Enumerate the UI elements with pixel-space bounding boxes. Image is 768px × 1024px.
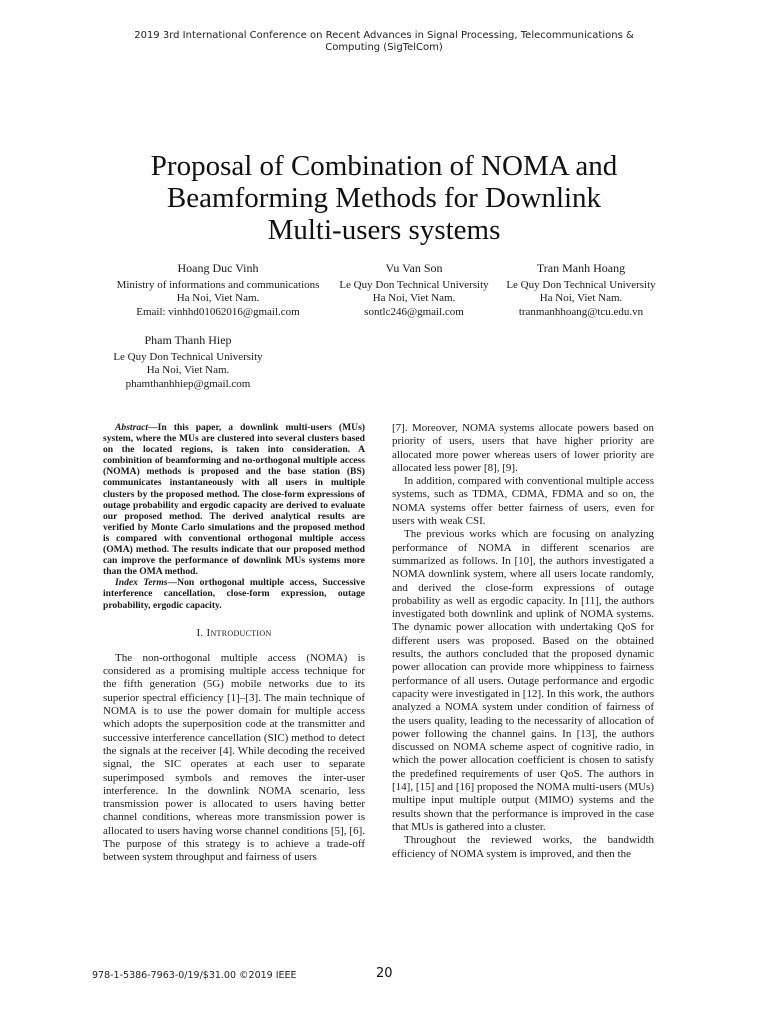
- abstract-text: —In this paper, a downlink multi-users (MUs) system, where the MUs are clustered into several clusters based on the located regions, is taken into consideration. A combinition of beamforming and no-orthogonal multiple access (NOMA) methods is proposed and the base station (BS) communicates instantaneously with all users in multiple clusters by the proposed method. The close-form expressions of outage probability and ergodic capacity are derived to evaluate our proposed method. The derived analytical results are verified by Monte Carlo simulations and the proposed method is compared with conventional orthogonal multiple access (OMA) method. The results indicate that our proposed method can improve the performance of downlink MUs systems more than the OMA method.: [103, 422, 365, 578]
- author-email: phamthanhhiep@gmail.com: [125, 377, 251, 390]
- footer-isbn: 978-1-5386-7963-0/19/$31.00 ©2019 IEEE: [92, 970, 297, 981]
- paper-title: [100, 150, 668, 246]
- title-line2: Beamforming Methods for Downlink: [166, 182, 602, 214]
- index-terms-label: Index Terms: [115, 577, 168, 589]
- author-block-4: [100, 334, 276, 391]
- author-email: Email: vinhhd01062016@gmail.com: [136, 305, 300, 318]
- author-location: Ha Noi, Viet Nam.: [176, 292, 260, 304]
- abstract-label: Abstract: [115, 422, 149, 433]
- section-heading-introduction: [103, 627, 365, 640]
- author-affiliation: Le Quy Don Technical University: [506, 278, 656, 291]
- author-name: Vu Van Son: [385, 261, 443, 275]
- right-column: [392, 422, 654, 861]
- index-terms: [103, 577, 365, 610]
- author-name: Pham Thanh Hiep: [144, 333, 232, 347]
- author-name: Tran Manh Hoang: [536, 261, 626, 275]
- conference-header-line2: Computing (SigTelCom): [325, 42, 443, 53]
- conference-header: [100, 30, 668, 54]
- author-location: Ha Noi, Viet Nam.: [539, 292, 623, 304]
- author-name: Hoang Duc Vinh: [177, 261, 259, 275]
- author-email: sontlc246@gmail.com: [364, 305, 464, 318]
- author-location: Ha Noi, Viet Nam.: [146, 364, 230, 376]
- title-line1: Proposal of Combination of NOMA and: [150, 150, 618, 182]
- body-paragraph: The previous works which are focusing on analyzing performance of NOMA in different scenarios are summarized as follows. In [10], the authors investigated a NOMA downlink system, where all users locate randomly, and derived the close-form expressions of outage probability as well as ergodic capacity. In [11], the authors investigated both downlink and uplink of NOMA systems. The dynamic power allocation with undertaking QoS for different users was proposed. Based on the obtained results, the authors concluded that the proposed dynamic power allocation can provide more whippiness to fairness performance of all users. Outage performance and ergodic capacity were investigated in [12]. In this work, the authors analyzed a NOMA system under condition of fairness of the users quality, leading to the necessarity of allocation of power following the channel gains. In [13], the authors discussed on NOMA scheme aspect of cognitive radio, in which the power allocation coefficient is chosen to satisfy the predefined requirements of user QoS. The authors in [14], [15] and [16] proposed the NOMA multi-users (MUs) multipe input multiple output (MIMO) systems and the results shown that the performance is improved in the case that MUs is gathered into a cluster.: [392, 528, 654, 833]
- intro-paragraph-1: The non-orthogonal multiple access (NOMA) is considered as a promising multiple access technique for the fifth generation (5G) mobile networks due to its superior spectral efficiency [1]–[3]. The main technique of NOMA is to use the power domain for multiple access which adopts the superposition code at the transmitter and successive interference cancellation (SIC) method to detect the signals at the receiver [4]. While decoding the received signal, the SIC operates at each user to separate superimposed symbols and removes the inter-user interference. In the downlink NOMA scenario, less transmission power is allocated to users having better channel conditions, whereas more transmission power is allocated to users having worse channel conditions [5], [6]. The purpose of this strategy is to achieve a trade-off between system throughput and fairness of users: [103, 651, 365, 864]
- author-affiliation: Le Quy Don Technical University: [113, 350, 263, 363]
- author-affiliation: Ministry of informations and communications: [116, 278, 320, 291]
- author-block-2: [330, 262, 498, 319]
- left-column: [103, 422, 365, 865]
- page-number: 20: [376, 966, 393, 981]
- body-paragraph: In addition, compared with conventional multiple access systems, such as TDMA, CDMA, FDMA and so on, the NOMA systems offer better fairness of users, even for users with weak CSI.: [392, 475, 654, 528]
- author-email: tranmanhhoang@tcu.edu.vn: [518, 305, 644, 318]
- section-numeral: I.: [196, 626, 204, 639]
- conference-header-line1: 2019 3rd International Conference on Recent Advances in Signal Processing, Telecommunications &: [134, 30, 634, 41]
- body-paragraph: [7]. Moreover, NOMA systems allocate powers based on priority of users, users that have higher priority are allocated more power whereas users of lower priority are allocated less power [8], [9].: [392, 422, 654, 474]
- index-terms-text: —Non orthogonal multiple access, Successive interference cancellation, close-form expression, outage probability, ergodic capacity.: [103, 577, 365, 611]
- author-affiliation: Le Quy Don Technical University: [339, 278, 489, 291]
- author-block-3: [496, 262, 666, 319]
- abstract: [103, 422, 365, 577]
- section-title: Introduction: [206, 626, 272, 639]
- author-block-1: [100, 262, 336, 319]
- body-paragraph: Throughout the reviewed works, the bandwidth efficiency of NOMA system is improved, and then the: [392, 834, 654, 860]
- title-line3: Multi-users systems: [267, 214, 501, 246]
- author-location: Ha Noi, Viet Nam.: [372, 292, 456, 304]
